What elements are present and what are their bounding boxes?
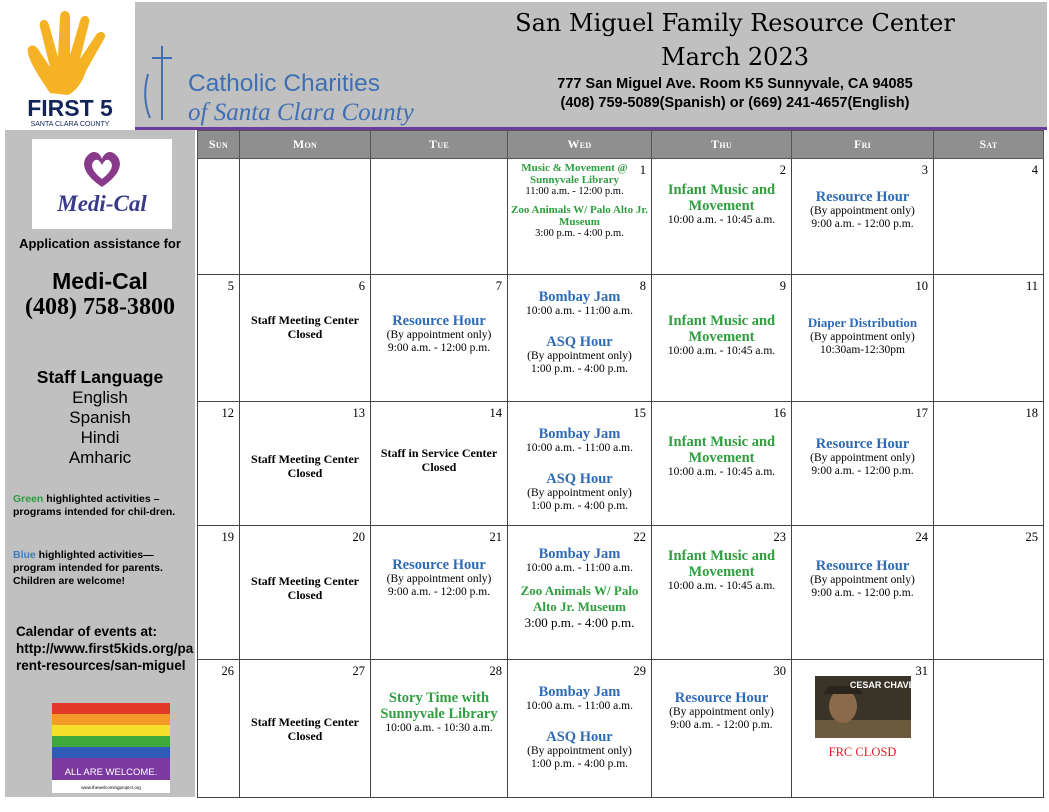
- medi-cal-logo: [32, 139, 172, 229]
- day-cell[interactable]: [198, 526, 240, 660]
- event-time: 1:00 p.m. - 4:00 p.m.: [530, 758, 629, 770]
- calendar-events-label: Calendar of events at:: [16, 624, 158, 639]
- day-cell-empty: [240, 159, 371, 275]
- event-title: Bombay Jam: [538, 684, 621, 700]
- event: [510, 204, 649, 240]
- event-note: (By appointment only): [527, 350, 632, 362]
- event-time: 9:00 a.m. - 12:00 p.m.: [387, 342, 491, 354]
- event-time: 10:00 a.m. - 10:30 a.m.: [385, 722, 493, 734]
- event-title: Bombay Jam: [538, 289, 621, 305]
- event-time: 1:00 p.m. - 4:00 p.m.: [530, 363, 629, 375]
- day-cell-empty: [934, 660, 1044, 798]
- event-time: 10:00 a.m. - 11:00 a.m.: [526, 442, 633, 454]
- event-time: 9:00 a.m. - 12:00 p.m.: [811, 587, 914, 599]
- weekday-tue: Tue: [371, 131, 508, 159]
- language-item: Amharic: [68, 448, 132, 467]
- legend-green: [13, 493, 193, 519]
- event: [510, 729, 649, 771]
- catholic-charities-name: Catholic Charities: [188, 70, 380, 97]
- event-time: 3:00 p.m. - 4:00 p.m.: [535, 228, 624, 239]
- event: [510, 684, 649, 713]
- event-title: Staff Meeting Center Closed: [251, 715, 359, 743]
- day-number: 21: [489, 530, 502, 544]
- day-number: 4: [1031, 163, 1038, 177]
- day-number: 7: [495, 279, 502, 293]
- event-time: 11:00 a.m. - 12:00 p.m.: [525, 186, 624, 197]
- weekday-thu: Thu: [652, 131, 792, 159]
- event-title: Diaper Distribution: [807, 315, 918, 330]
- event-note: (By appointment only): [527, 745, 632, 757]
- event-time: 3:00 p.m. - 4:00 p.m.: [524, 615, 635, 630]
- event: [242, 574, 368, 602]
- language-list: [5, 388, 195, 468]
- title-line-2: March 2023: [661, 43, 809, 71]
- week-row: [198, 526, 1044, 660]
- day-cell[interactable]: [508, 159, 652, 275]
- calendar-events-url[interactable]: http://www.first5kids.org/parent-resources/san-miguel: [16, 641, 194, 673]
- event-title: Staff in Service Center Closed: [380, 446, 498, 474]
- catholic-charities-cross-icon: [142, 44, 182, 122]
- language-item: Spanish: [69, 408, 131, 427]
- day-cell[interactable]: [371, 402, 508, 526]
- event: [654, 182, 789, 227]
- day-cell[interactable]: [652, 660, 792, 798]
- legend-blue-keyword: Blue: [13, 549, 36, 561]
- flag-url: www.thewelcomingproject.org: [81, 785, 141, 790]
- day-cell[interactable]: [792, 402, 934, 526]
- event: [242, 313, 368, 341]
- day-cell[interactable]: [198, 660, 240, 798]
- day-cell[interactable]: [508, 526, 652, 660]
- day-number: 15: [633, 406, 646, 420]
- first5-sub: SANTA CLARA COUNTY: [30, 121, 110, 128]
- event: [373, 313, 505, 355]
- event-time: 10:00 a.m. - 11:00 a.m.: [526, 700, 633, 712]
- cesar-title-text: CESAR CHAVEZ: [849, 680, 920, 690]
- week-row: [198, 159, 1044, 275]
- app-assist-label: Application assistance for: [19, 236, 181, 251]
- event: [794, 746, 931, 759]
- day-number: 5: [227, 279, 234, 293]
- legend-green-text: highlighted activities – programs intended for chil-dren.: [13, 493, 176, 518]
- event-title: Infant Music and Movement: [667, 182, 776, 214]
- medi-cal-title: Medi-Cal: [52, 268, 148, 294]
- event-note: (By appointment only): [669, 706, 774, 718]
- day-cell[interactable]: [240, 402, 371, 526]
- day-cell[interactable]: [371, 275, 508, 402]
- day-number: 30: [773, 664, 786, 678]
- event-time: 10:00 a.m. - 10:45 a.m.: [667, 214, 776, 226]
- day-cell[interactable]: [934, 526, 1044, 660]
- day-cell[interactable]: [792, 159, 934, 275]
- event-title: FRC CLOSD: [828, 745, 897, 759]
- event: [794, 436, 931, 478]
- day-number: 17: [915, 406, 928, 420]
- event: [373, 446, 505, 474]
- day-number: 11: [1025, 279, 1038, 293]
- first5-label: FIRST 5: [27, 95, 113, 121]
- week-row: [198, 660, 1044, 798]
- day-cell[interactable]: [652, 275, 792, 402]
- day-number: 19: [221, 530, 234, 544]
- event-title: Resource Hour: [815, 189, 910, 205]
- event: [794, 315, 931, 357]
- day-cell[interactable]: [240, 660, 371, 798]
- event-title: Resource Hour: [392, 313, 486, 329]
- event-time: 10:00 a.m. - 11:00 a.m.: [526, 562, 633, 574]
- day-cell[interactable]: [652, 526, 792, 660]
- event-note: (By appointment only): [386, 573, 492, 585]
- event-title: Staff Meeting Center Closed: [251, 313, 359, 341]
- event: [510, 471, 649, 513]
- event-title: Infant Music and Movement: [667, 313, 776, 345]
- medi-cal-phone: (408) 758-3800: [25, 294, 175, 320]
- event: [510, 334, 649, 376]
- day-cell[interactable]: [652, 402, 792, 526]
- event: [654, 548, 789, 593]
- event-title: Resource Hour: [674, 690, 769, 706]
- event: [654, 690, 789, 732]
- event-title: Resource Hour: [392, 557, 486, 573]
- day-cell-empty: [198, 159, 240, 275]
- day-number: 3: [921, 163, 928, 177]
- event-note: (By appointment only): [810, 331, 915, 343]
- event-time: 9:00 a.m. - 12:00 p.m.: [387, 586, 491, 598]
- address-line: 777 San Miguel Ave. Room K5 Sunnyvale, CA 94085: [557, 76, 913, 92]
- event: [794, 558, 931, 600]
- day-number: 10: [915, 279, 928, 293]
- sidebar: [5, 130, 195, 797]
- header-address: [505, 75, 965, 113]
- heart-hands-icon: [32, 139, 172, 191]
- day-number: 27: [352, 664, 365, 678]
- staff-language-title: Staff Language: [36, 367, 164, 387]
- language-item: Hindi: [80, 428, 120, 447]
- event: [654, 313, 789, 358]
- day-number: 14: [489, 406, 502, 420]
- event-title: Staff Meeting Center Closed: [251, 452, 359, 480]
- day-cell[interactable]: [508, 402, 652, 526]
- event: [242, 452, 368, 480]
- weekday-fri: Fri: [792, 131, 934, 159]
- day-number: 28: [489, 664, 502, 678]
- day-number: 16: [773, 406, 786, 420]
- event-time: 9:00 a.m. - 12:00 p.m.: [811, 218, 914, 230]
- day-number: 18: [1025, 406, 1038, 420]
- title-line-1: San Miguel Family Resource Center: [515, 9, 955, 37]
- week-row: [198, 275, 1044, 402]
- event-title: Zoo Animals W/ Palo Alto Jr. Museum: [520, 583, 639, 614]
- event: [510, 162, 649, 198]
- day-cell[interactable]: [792, 275, 934, 402]
- event-time: 1:00 p.m. - 4:00 p.m.: [530, 500, 629, 512]
- day-number: 25: [1025, 530, 1038, 544]
- rainbow-flag-image: [52, 703, 170, 793]
- event: [373, 557, 505, 599]
- legend-blue-text: highlighted activities—program intended for parents. Children are welcome!: [13, 549, 163, 587]
- event: [510, 546, 649, 575]
- day-cell[interactable]: [371, 526, 508, 660]
- weekday-mon: Mon: [240, 131, 371, 159]
- day-cell[interactable]: [792, 526, 934, 660]
- event-title: Zoo Animals W/ Palo Alto Jr. Museum: [511, 204, 648, 228]
- day-cell[interactable]: [792, 660, 934, 798]
- flag-text: ALL ARE WELCOME.: [64, 767, 158, 778]
- day-cell-empty: [371, 159, 508, 275]
- day-number: 26: [221, 664, 234, 678]
- day-cell[interactable]: [198, 275, 240, 402]
- event-title: Music & Movement @ Sunnyvale Library: [521, 162, 628, 186]
- event-time: 9:00 a.m. - 12:00 p.m.: [670, 719, 773, 731]
- event: [510, 426, 649, 455]
- medi-cal-logo-text: Medi-Cal: [57, 191, 147, 216]
- event-title: ASQ Hour: [546, 334, 613, 350]
- day-number: 12: [221, 406, 234, 420]
- day-number: 6: [358, 279, 365, 293]
- weekday-sat: Sat: [934, 131, 1044, 159]
- day-number: 2: [779, 163, 786, 177]
- day-cell[interactable]: [371, 660, 508, 798]
- event-time: 10:00 a.m. - 10:45 a.m.: [667, 345, 776, 357]
- event-time: 10:00 a.m. - 11:00 a.m.: [526, 305, 633, 317]
- event: [510, 289, 649, 318]
- catholic-charities-county: of Santa Clara County: [188, 99, 414, 126]
- day-cell[interactable]: [508, 275, 652, 402]
- weekday-header-row: [198, 131, 1044, 159]
- day-cell[interactable]: [934, 275, 1044, 402]
- day-cell[interactable]: [508, 660, 652, 798]
- event-time: 10:30am-12:30pm: [820, 344, 905, 356]
- event-title: Resource Hour: [815, 436, 910, 452]
- day-cell[interactable]: [198, 402, 240, 526]
- event-title: ASQ Hour: [546, 471, 613, 487]
- day-number: 23: [773, 530, 786, 544]
- event-title: Resource Hour: [815, 558, 910, 574]
- weekday-sun: Sun: [198, 131, 240, 159]
- page-title: [505, 6, 965, 74]
- event: [242, 715, 368, 743]
- day-number: 29: [633, 664, 646, 678]
- event: [794, 189, 931, 231]
- day-cell[interactable]: [240, 275, 371, 402]
- day-number: 24: [915, 530, 928, 544]
- language-item: English: [72, 388, 128, 407]
- event-note: (By appointment only): [810, 574, 915, 586]
- event-title: Infant Music and Movement: [667, 548, 776, 580]
- weekday-wed: Wed: [508, 131, 652, 159]
- week-row: [198, 402, 1044, 526]
- legend-green-keyword: Green: [13, 493, 44, 505]
- day-number: 9: [779, 279, 786, 293]
- day-number: 20: [352, 530, 365, 544]
- event-title: Infant Music and Movement: [667, 434, 776, 466]
- day-cell[interactable]: [934, 159, 1044, 275]
- phone-line: (408) 759-5089(Spanish) or (669) 241-4657(English): [560, 95, 910, 111]
- day-cell[interactable]: [652, 159, 792, 275]
- calendar-grid: [197, 130, 1044, 798]
- event-time: 10:00 a.m. - 10:45 a.m.: [667, 466, 776, 478]
- event-note: (By appointment only): [527, 487, 632, 499]
- event-title: Staff Meeting Center Closed: [251, 574, 359, 602]
- day-number: 22: [633, 530, 646, 544]
- event-time: 10:00 a.m. - 10:45 a.m.: [667, 580, 776, 592]
- event-title: ASQ Hour: [546, 729, 613, 745]
- legend-blue: [13, 549, 193, 588]
- day-number: 8: [639, 279, 646, 293]
- cesar-chavez-image: [815, 676, 920, 738]
- day-cell[interactable]: [934, 402, 1044, 526]
- event-time: 9:00 a.m. - 12:00 p.m.: [811, 465, 914, 477]
- day-number: 13: [352, 406, 365, 420]
- day-number: 31: [915, 664, 928, 678]
- event: [658, 434, 785, 479]
- event: [510, 583, 649, 631]
- event-title: Bombay Jam: [538, 426, 621, 442]
- event-note: (By appointment only): [810, 205, 915, 217]
- event-title: Story Time with Sunnyvale Library: [380, 690, 498, 722]
- event: [373, 690, 505, 735]
- event-note: (By appointment only): [810, 452, 915, 464]
- event-note: (By appointment only): [386, 329, 492, 341]
- day-cell[interactable]: [240, 526, 371, 660]
- day-number: 1: [639, 163, 646, 177]
- calendar-events-info: [16, 623, 194, 674]
- event-title: Bombay Jam: [538, 546, 621, 562]
